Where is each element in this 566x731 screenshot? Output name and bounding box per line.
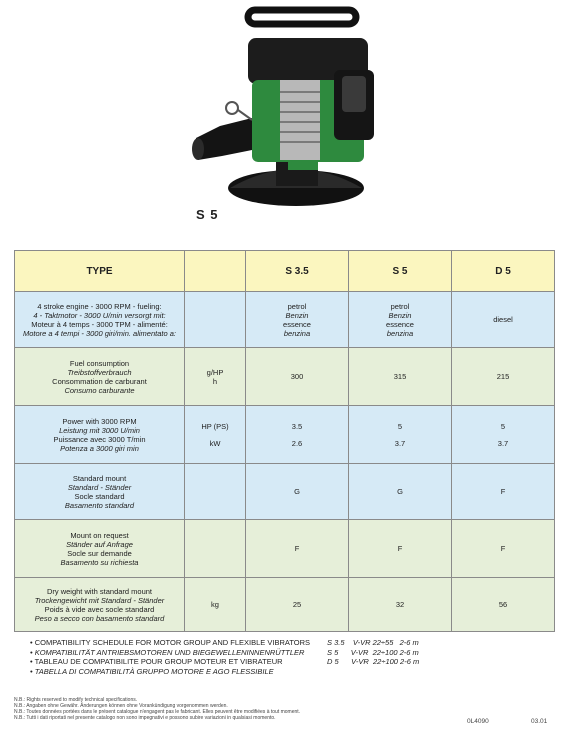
cell-s35: 300 bbox=[246, 348, 349, 406]
row-unit bbox=[185, 464, 246, 520]
note-de: • KOMPATIBILITÄT ANTRIEBSMOTOREN UND BIEGEWELLENINNENRÜTTLER bbox=[30, 647, 305, 657]
footnote: N.B.: Rights reserved to modify technical specifications. bbox=[14, 697, 138, 703]
footnote: N.B.: Toutes données portées dans le présent catalogue n'engagent pas le fabricant. Elles peuvent être modifiées à tout moment. bbox=[14, 709, 301, 715]
compatibility-list bbox=[327, 638, 419, 667]
cell-d5: F bbox=[452, 464, 555, 520]
note-it: • TABELLA DI COMPATIBILITÀ GRUPPO MOTORE E AGO FLESSIBILE bbox=[30, 666, 274, 676]
footnote: N.B.: Angaben ohne Gewähr. Änderungen können ohne Vorankündigung vorgenommen werden. bbox=[14, 703, 228, 709]
cell-s5: G bbox=[349, 464, 452, 520]
model-caption: S 5 bbox=[196, 207, 219, 222]
cell-s5: F bbox=[349, 520, 452, 578]
row-unit: kg bbox=[185, 578, 246, 632]
table-header-row bbox=[15, 251, 555, 292]
compat-entry: D 5 V-VR 22÷100 2-6 m bbox=[327, 657, 420, 666]
table-row bbox=[15, 292, 555, 348]
cell-s35: G bbox=[246, 464, 349, 520]
cell-s5: 32 bbox=[349, 578, 452, 632]
row-unit: HP (PS) kW bbox=[185, 406, 246, 464]
note-en: • COMPATIBILITY SCHEDULE FOR MOTOR GROUP AND FLEXIBLE VIBRATORS bbox=[30, 638, 311, 647]
footnotes bbox=[14, 697, 300, 721]
table-row bbox=[15, 520, 555, 578]
table-row bbox=[15, 406, 555, 464]
cell-s5: 315 bbox=[349, 348, 452, 406]
document-date: 03.01 bbox=[531, 718, 548, 725]
cell-s5: 5 3.7 bbox=[349, 406, 452, 464]
header-type: TYPE bbox=[15, 251, 185, 292]
compat-entry: S 3.5 V-VR 22÷55 2-6 m bbox=[327, 638, 419, 647]
cell-s35: F bbox=[246, 520, 349, 578]
header-model-s35: S 3.5 bbox=[246, 251, 349, 292]
note-fr: • TABLEAU DE COMPATIBILITE POUR GROUP MOTEUR ET VIBRATEUR bbox=[30, 657, 283, 666]
footnote: N.B.: Tutti i dati riportati nel presente catalogo non sono impegnativi e possono subire variazioni in qualsiasi momento. bbox=[14, 715, 276, 721]
row-label: Standard mount Standard - Ständer Socle standard Basamento standard bbox=[15, 464, 185, 520]
compat-entry: S 5 V-VR 22÷100 2-6 m bbox=[327, 647, 419, 657]
cell-d5: 5 3.7 bbox=[452, 406, 555, 464]
cell-d5: 56 bbox=[452, 578, 555, 632]
cell-s35: 25 bbox=[246, 578, 349, 632]
table-row bbox=[15, 348, 555, 406]
cell-d5: F bbox=[452, 520, 555, 578]
compatibility-table bbox=[14, 250, 555, 632]
row-unit bbox=[185, 292, 246, 348]
cell-d5: 215 bbox=[452, 348, 555, 406]
row-unit bbox=[185, 520, 246, 578]
document-code: 0L4090 bbox=[467, 718, 489, 725]
table-row bbox=[15, 464, 555, 520]
cell-s35: petrol Benzin essence benzina bbox=[246, 292, 349, 348]
row-label: Fuel consumption Treibstoffverbrauch Consommation de carburant Consumo carburante bbox=[15, 348, 185, 406]
table-row bbox=[15, 578, 555, 632]
header-model-s5: S 5 bbox=[349, 251, 452, 292]
row-label: Mount on request Ständer auf Anfrage Socle sur demande Basamento su richiesta bbox=[15, 520, 185, 578]
row-label: Dry weight with standard mount Trockengewicht mit Standard - Ständer Poids à vide avec socle standard Peso a secco con basamento standard bbox=[15, 578, 185, 632]
row-label: 4 stroke engine - 3000 RPM - fueling: 4 - Taktmotor - 3000 U/min versorgt mit: Moteur à 4 temps - 3000 TPM - alimenté: Motore a 4 tempi - 3000 giri/min. alimentato a: bbox=[15, 292, 185, 348]
cell-s35: 3.5 2.6 bbox=[246, 406, 349, 464]
row-unit: g/HP h bbox=[185, 348, 246, 406]
cell-s5: petrol Benzin essence benzina bbox=[349, 292, 452, 348]
header-model-d5: D 5 bbox=[452, 251, 555, 292]
cell-d5: diesel bbox=[452, 292, 555, 348]
row-label: Power with 3000 RPM Leistung mit 3000 U/min Puissance avec 3000 T/min Potenza a 3000 giri min bbox=[15, 406, 185, 464]
engine-photo bbox=[188, 0, 388, 215]
header-unit bbox=[185, 251, 246, 292]
